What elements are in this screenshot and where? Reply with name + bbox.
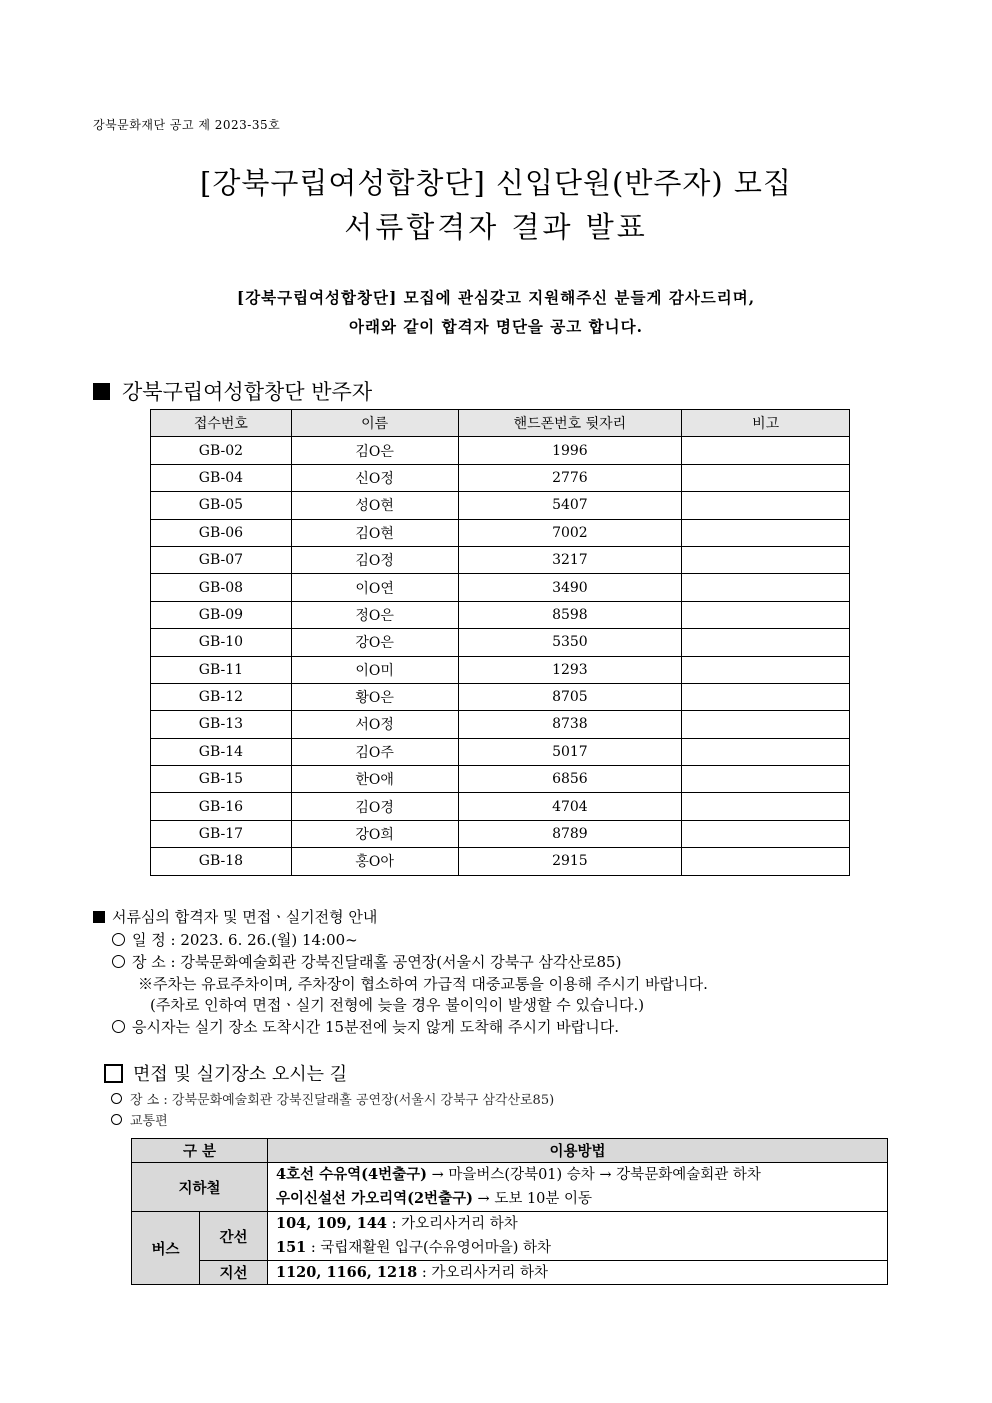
circle-bullet-icon [112, 1020, 125, 1033]
bus-label: 버스 [132, 1212, 200, 1285]
circle-bullet-icon [112, 933, 125, 946]
section3-heading [104, 1060, 347, 1086]
section1-title: 강북구립여성합창단 반주자 [122, 380, 373, 404]
phone-digits-cell: 5407 [458, 492, 682, 519]
name-cell: 김O주 [291, 738, 458, 765]
branch-route-numbers: 1120, 1166, 1218 [276, 1264, 418, 1281]
subway-route-2-station: 우이신설선 가오리역(2번출구) [276, 1190, 473, 1207]
remarks-cell [682, 711, 850, 738]
table-row [151, 574, 850, 601]
trunk-route-1 [276, 1212, 887, 1236]
remarks-cell [682, 464, 850, 491]
remarks-cell [682, 820, 850, 847]
parking-note-2: (주차로 인하여 면접ㆍ실기 전형에 늦을 경우 불이익이 발생할 수 있습니다.) [150, 996, 645, 1014]
results-table-header [151, 410, 850, 437]
arrival-line [112, 1016, 619, 1037]
receipt-number-cell: GB-16 [151, 793, 292, 820]
section2-heading [93, 906, 377, 927]
trunk-route-2-detail: : 국립재활원 입구(수유영어마을) 하차 [306, 1240, 552, 1256]
place-line [112, 951, 621, 972]
remarks-cell [682, 848, 850, 875]
trunk-route-2-numbers: 151 [276, 1239, 307, 1256]
name-cell: 강O희 [291, 820, 458, 847]
phone-digits-cell: 2915 [458, 848, 682, 875]
name-cell: 김O현 [291, 519, 458, 546]
header-category: 구 분 [132, 1139, 268, 1163]
phone-digits-cell: 1293 [458, 656, 682, 683]
remarks-cell [682, 656, 850, 683]
name-cell: 황O은 [291, 683, 458, 710]
receipt-number-cell: GB-07 [151, 546, 292, 573]
section3-title: 면접 및 실기장소 오시는 길 [133, 1064, 348, 1085]
remarks-cell [682, 546, 850, 573]
name-cell: 이O미 [291, 656, 458, 683]
subway-route-2-detail: → 도보 10분 이동 [472, 1191, 593, 1207]
remarks-cell [682, 629, 850, 656]
remarks-cell [682, 437, 850, 464]
receipt-number-cell: GB-05 [151, 492, 292, 519]
receipt-number-cell: GB-11 [151, 656, 292, 683]
date-text: 일 정 : 2023. 6. 26.(월) 14:00~ [132, 931, 358, 949]
table-row [151, 683, 850, 710]
transport-text: 교통편 [130, 1114, 168, 1129]
table-row [151, 738, 850, 765]
section2-title: 서류심의 합격자 및 면접ㆍ실기전형 안내 [112, 908, 378, 926]
branch-route [276, 1262, 887, 1283]
phone-digits-cell: 3217 [458, 546, 682, 573]
name-cell: 이O연 [291, 574, 458, 601]
receipt-number-cell: GB-14 [151, 738, 292, 765]
table-row [151, 629, 850, 656]
table-row [151, 711, 850, 738]
table-row [151, 656, 850, 683]
subway-methods [268, 1163, 888, 1212]
phone-digits-cell: 8705 [458, 683, 682, 710]
trunk-route-2 [276, 1236, 887, 1260]
remarks-cell [682, 766, 850, 793]
header-method: 이용방법 [268, 1139, 888, 1163]
subway-route-1-station: 4호선 수유역(4번출구) [276, 1166, 428, 1183]
subway-label: 지하철 [132, 1163, 268, 1212]
place-text: 장 소 : 강북문화예술회관 강북진달래홀 공연장(서울시 강북구 삼각산로85) [132, 953, 622, 971]
name-cell: 성O현 [291, 492, 458, 519]
venue-text: 장 소 : 강북문화예술회관 강북진달래홀 공연장(서울시 강북구 삼각산로85) [130, 1093, 555, 1108]
name-cell: 서O정 [291, 711, 458, 738]
transport-line [111, 1110, 168, 1129]
intro-line-2: 아래와 같이 합격자 명단을 공고 합니다. [349, 317, 643, 336]
name-cell: 강O은 [291, 629, 458, 656]
remarks-cell [682, 519, 850, 546]
receipt-number-cell: GB-04 [151, 464, 292, 491]
name-cell: 홍O아 [291, 848, 458, 875]
circle-bullet-icon [111, 1114, 122, 1125]
table-row [151, 464, 850, 491]
receipt-number-cell: GB-09 [151, 601, 292, 628]
phone-digits-cell: 4704 [458, 793, 682, 820]
name-cell: 신O정 [291, 464, 458, 491]
receipt-number-cell: GB-08 [151, 574, 292, 601]
table-row [151, 601, 850, 628]
table-row [151, 492, 850, 519]
trunk-label: 간선 [200, 1212, 268, 1261]
section1-heading [93, 376, 372, 406]
parking-note: ※주차는 유료주차이며, 주차장이 협소하여 가급적 대중교통을 이용해 주시기 바랍니다. [138, 975, 708, 993]
receipt-number-cell: GB-13 [151, 711, 292, 738]
table-row [151, 546, 850, 573]
empty-square-icon [104, 1064, 123, 1083]
phone-digits-cell: 6856 [458, 766, 682, 793]
table-row [151, 848, 850, 875]
name-cell: 한O애 [291, 766, 458, 793]
receipt-number-cell: GB-02 [151, 437, 292, 464]
name-cell: 김O은 [291, 437, 458, 464]
remarks-cell [682, 683, 850, 710]
phone-digits-cell: 8738 [458, 711, 682, 738]
subway-route-1-detail: → 마을버스(강북01) 승차 → 강북문화예술회관 하차 [427, 1167, 761, 1183]
phone-digits-cell: 8598 [458, 601, 682, 628]
arrival-text: 응시자는 실기 장소 도착시간 15분전에 늦지 않게 도착해 주시기 바랍니다. [132, 1018, 619, 1036]
page-subtitle: 서류합격자 결과 발표 [344, 210, 648, 244]
header-cell: 핸드폰번호 뒷자리 [458, 410, 682, 437]
filled-square-icon [93, 383, 110, 400]
receipt-number-cell: GB-12 [151, 683, 292, 710]
phone-digits-cell: 5350 [458, 629, 682, 656]
phone-digits-cell: 3490 [458, 574, 682, 601]
table-row [151, 519, 850, 546]
header-cell: 접수번호 [151, 410, 292, 437]
filled-square-icon [93, 911, 105, 923]
remarks-cell [682, 601, 850, 628]
trunk-route-1-numbers: 104, 109, 144 [276, 1215, 387, 1232]
subway-route-1 [276, 1163, 887, 1187]
trunk-route-1-detail: : 가오리사거리 하차 [387, 1216, 518, 1232]
phone-digits-cell: 1996 [458, 437, 682, 464]
table-row [151, 437, 850, 464]
receipt-number-cell: GB-10 [151, 629, 292, 656]
remarks-cell [682, 793, 850, 820]
subway-route-2 [276, 1187, 887, 1211]
remarks-cell [682, 574, 850, 601]
receipt-number-cell: GB-15 [151, 766, 292, 793]
table-row [151, 766, 850, 793]
date-line [112, 929, 358, 950]
header-cell: 비고 [682, 410, 850, 437]
branch-methods [268, 1261, 888, 1285]
receipt-number-cell: GB-06 [151, 519, 292, 546]
name-cell: 김O경 [291, 793, 458, 820]
name-cell: 김O정 [291, 546, 458, 573]
circle-bullet-icon [112, 955, 125, 968]
branch-label: 지선 [200, 1261, 268, 1285]
phone-digits-cell: 8789 [458, 820, 682, 847]
trunk-methods [268, 1212, 888, 1261]
phone-digits-cell: 7002 [458, 519, 682, 546]
page-title: [강북구립여성합창단] 신입단원(반주자) 모집 [200, 166, 792, 200]
table-row [151, 793, 850, 820]
branch-route-detail: : 가오리사거리 하차 [417, 1265, 549, 1281]
transport-table [131, 1138, 888, 1285]
table-row [151, 820, 850, 847]
venue-line [111, 1089, 554, 1108]
remarks-cell [682, 492, 850, 519]
receipt-number-cell: GB-17 [151, 820, 292, 847]
phone-digits-cell: 5017 [458, 738, 682, 765]
phone-digits-cell: 2776 [458, 464, 682, 491]
name-cell: 정O은 [291, 601, 458, 628]
circle-bullet-icon [111, 1093, 122, 1104]
notice-number: 강북문화재단 공고 제 2023-35호 [93, 118, 281, 132]
remarks-cell [682, 738, 850, 765]
intro-line-1: [강북구립여성합창단] 모집에 관심갖고 지원해주신 분들게 감사드리며, [236, 288, 756, 307]
results-table [150, 409, 850, 876]
header-cell: 이름 [291, 410, 458, 437]
receipt-number-cell: GB-18 [151, 848, 292, 875]
